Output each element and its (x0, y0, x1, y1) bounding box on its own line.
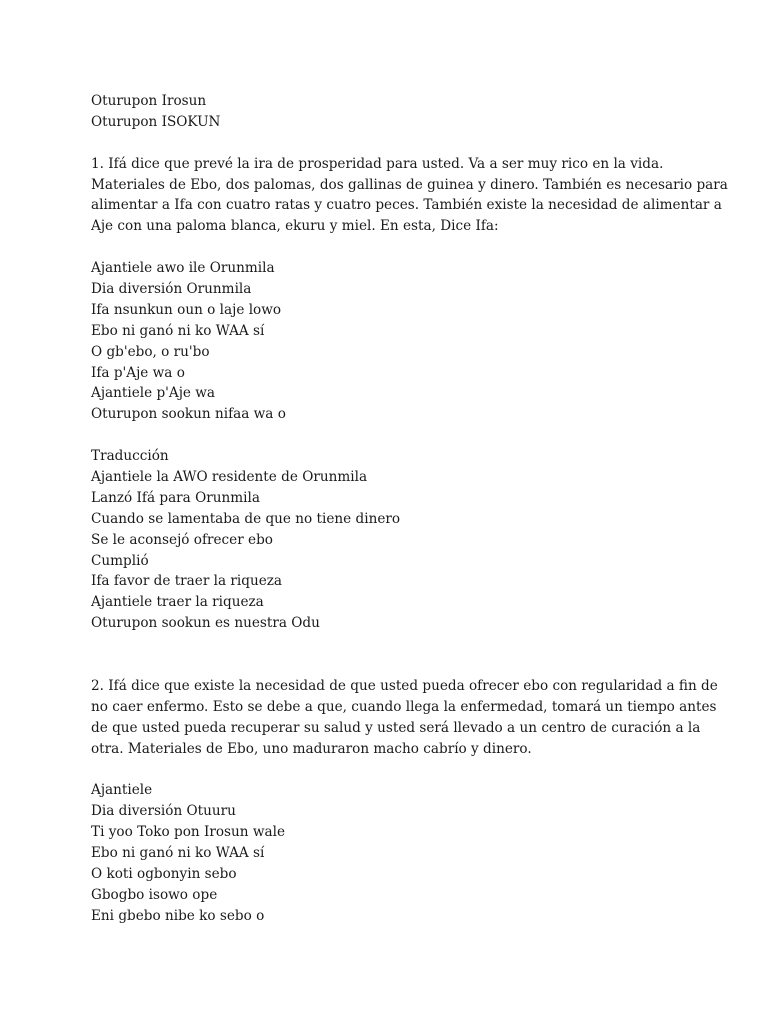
paragraph-line: alimentar a Ifa con cuatro ratas y cuatro peces. También existe la necesidad de alimentar a (91, 197, 722, 214)
paragraph-line: 1. Ifá dice que prevé la ira de prosperidad para usted. Va a ser muy rico en la vida. (91, 155, 664, 172)
translation-line: Ifa favor de traer la riqueza (91, 573, 283, 590)
verse-line: Dia diversión Orunmila (91, 281, 252, 298)
translation-heading: Traducción (91, 448, 169, 465)
verse-line: Ajantiele awo ile Orunmila (91, 260, 275, 277)
paragraph-line: otra. Materiales de Ebo, uno maduraron macho cabrío y dinero. (91, 740, 532, 757)
spacer (91, 133, 691, 154)
section-1-intro (91, 154, 728, 238)
document-title: Oturupon Irosun (91, 93, 207, 109)
section-2-verse (91, 780, 691, 926)
spacer (91, 425, 691, 446)
verse-line: Dia diversión Otuuru (91, 803, 236, 820)
spacer (91, 237, 691, 258)
paragraph-line: Materiales de Ebo, dos palomas, dos gallinas de guinea y dinero. También es necesario para (91, 176, 728, 193)
translation-line: Cumplió (91, 552, 149, 569)
translation-line: Cuando se lamentaba de que no tiene dinero (91, 510, 401, 527)
verse-line: Oturupon sookun nifaa wa o (91, 406, 286, 423)
document-subtitle: Oturupon ISOKUN (91, 113, 221, 130)
paragraph-line: no caer enfermo. Esto se debe a que, cuando llega la enfermedad, tomará un tiempo antes (91, 698, 717, 715)
verse-line: O gb'ebo, o ru'bo (91, 343, 210, 360)
paragraph-line: 2. Ifá dice que existe la necesidad de que usted pueda ofrecer ebo con regularidad a fin de (91, 677, 718, 694)
translation-line: Ajantiele la AWO residente de Orunmila (91, 469, 368, 486)
section-2-intro (91, 676, 718, 760)
verse-line: Ajantiele (91, 782, 153, 799)
section-1-verse (91, 258, 691, 425)
verse-line: Ebo ni ganó ni ko WAA sí (91, 322, 265, 339)
verse-line: Gbogbo isowo ope (91, 886, 218, 903)
spacer (91, 634, 691, 676)
translation-line: Ajantiele traer la riqueza (91, 594, 264, 611)
translation-line: Oturupon sookun es nuestra Odu (91, 615, 320, 632)
translation-line: Lanzó Ifá para Orunmila (91, 489, 260, 506)
spacer (91, 760, 691, 781)
paragraph-line: de que usted pueda recuperar su salud y usted será llevado a un centro de curación a la (91, 719, 701, 736)
verse-line: Ajantiele p'Aje wa (91, 385, 216, 402)
verse-line: Ti yoo Toko pon Irosun wale (91, 824, 285, 841)
verse-line: O koti ogbonyin sebo (91, 865, 237, 882)
document-body (91, 91, 728, 927)
verse-line: Ifa nsunkun oun o laje lowo (91, 301, 282, 318)
verse-line: Eni gbebo nibe ko sebo o (91, 907, 265, 924)
translation-line: Se le aconsejó ofrecer ebo (91, 531, 273, 548)
verse-line: Ebo ni ganó ni ko WAA sí (91, 845, 265, 862)
verse-line: Ifa p'Aje wa o (91, 364, 185, 381)
paragraph-line: Aje con una paloma blanca, ekuru y miel. En esta, Dice Ifa: (91, 218, 499, 235)
section-1-translation (91, 467, 691, 634)
